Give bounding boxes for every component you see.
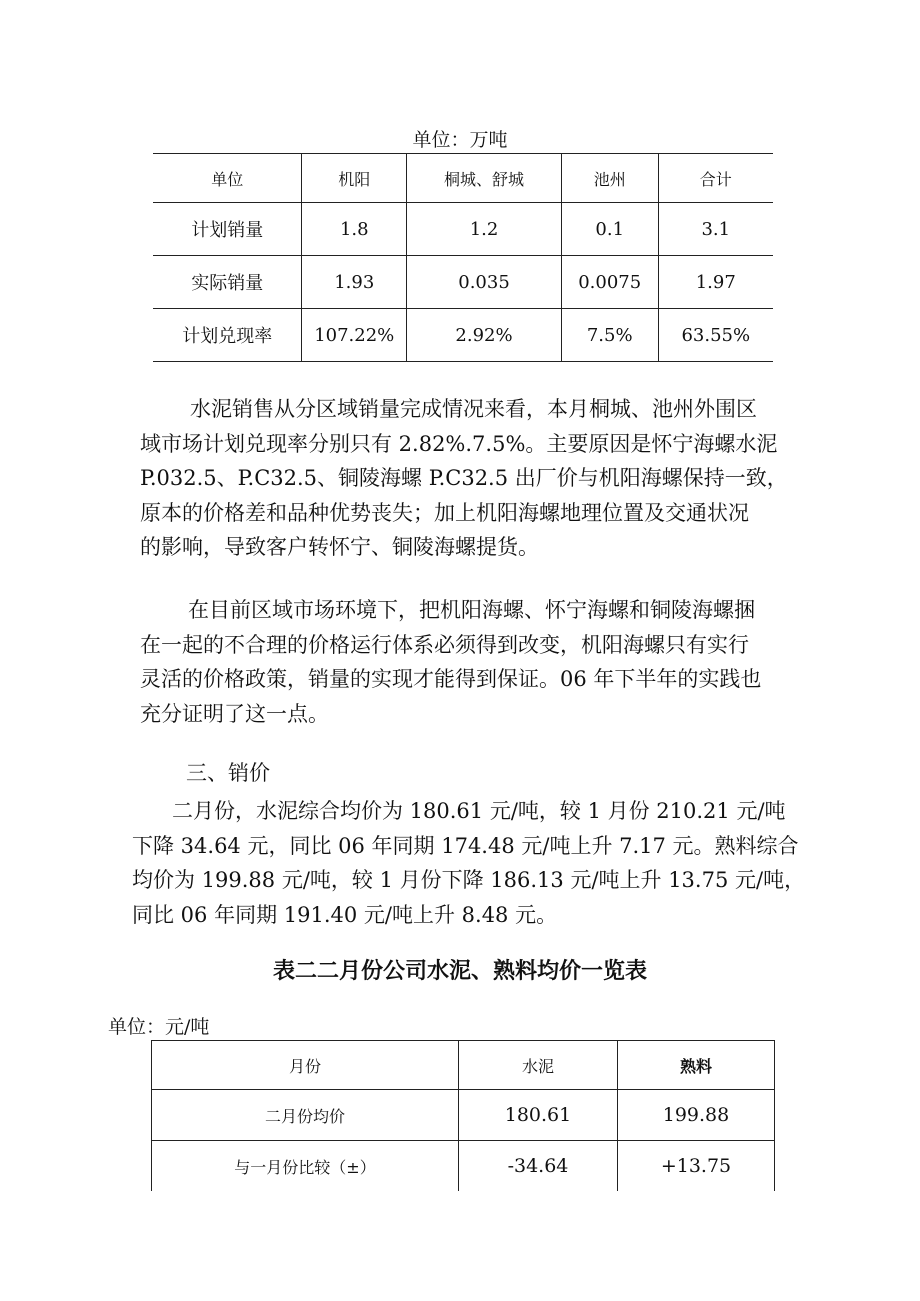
table-cell: 3.1 <box>658 203 773 256</box>
table-row <box>152 1141 775 1192</box>
text-line: 同比 06 年同期 191.40 元/吨上升 8.48 元。 <box>132 902 558 927</box>
header-cell: 机阳 <box>302 154 407 203</box>
text-line: 域市场计划兑现率分别只有 2.82%.7.5%。主要原因是怀宁海螺水泥 <box>140 431 778 456</box>
table1-unit: 单位：万吨 <box>412 129 508 151</box>
header-cell: 熟料 <box>618 1041 775 1090</box>
text-line: 二月份，水泥综合均价为 180.61 元/吨，较 1 月份 210.21 元/吨 <box>172 799 786 823</box>
row-label: 计划销量 <box>153 203 302 256</box>
table-cell: 63.55% <box>658 309 773 362</box>
table-cell: 180.61 <box>459 1090 618 1141</box>
row-label: 二月份均价 <box>152 1090 459 1141</box>
table2-unit: 单位：元/吨 <box>108 1016 210 1038</box>
section-heading: 三、销价 <box>186 761 270 785</box>
text-line: 在目前区域市场环境下，把机阳海螺、怀宁海螺和铜陵海螺捆 <box>188 598 755 622</box>
table-cell: 1.97 <box>658 256 773 309</box>
table-cell: 1.8 <box>302 203 407 256</box>
table-cell: 0.035 <box>407 256 562 309</box>
table-header-row <box>153 154 773 203</box>
table-cell: +13.75 <box>618 1141 775 1192</box>
row-label: 计划兑现率 <box>153 309 302 362</box>
table-cell: 0.0075 <box>561 256 658 309</box>
table-row <box>153 309 773 362</box>
text-line: 水泥销售从分区域销量完成情况来看，本月桐城、池州外围区 <box>190 397 757 421</box>
table-cell: 1.93 <box>302 256 407 309</box>
header-cell: 水泥 <box>459 1041 618 1090</box>
row-label: 与一月份比较（±） <box>152 1141 459 1192</box>
table-cell: 2.92% <box>407 309 562 362</box>
table-row <box>153 256 773 309</box>
table-cell: 1.2 <box>407 203 562 256</box>
text-line: 灵活的价格政策，销量的实现才能得到保证。06 年下半年的实践也 <box>140 667 762 691</box>
paragraph-price-details <box>132 794 832 932</box>
header-cell: 池州 <box>561 154 658 203</box>
table-cell: 199.88 <box>618 1090 775 1141</box>
table-cell: 0.1 <box>561 203 658 256</box>
table-cell: -34.64 <box>459 1141 618 1192</box>
table-row <box>152 1090 775 1141</box>
header-cell: 月份 <box>152 1041 459 1090</box>
text-line: 原本的价格差和品种优势丧失；加上机阳海螺地理位置及交通状况 <box>140 500 749 525</box>
table2-title: 表二二月份公司水泥、熟料均价一览表 <box>272 958 647 984</box>
header-cell: 合计 <box>658 154 773 203</box>
price-table <box>151 1040 775 1191</box>
table-cell: 7.5% <box>561 309 658 362</box>
table-row <box>153 203 773 256</box>
header-cell: 单位 <box>153 154 302 203</box>
paragraph-regional-analysis <box>140 392 820 565</box>
text-line: 的影响，导致客户转怀宁、铜陵海螺提货。 <box>140 535 539 559</box>
text-line: P.032.5、P.C32.5、铜陵海螺 P.C32.5 出厂价与机阳海螺保持一致， <box>140 466 788 490</box>
header-cell: 桐城、舒城 <box>407 154 562 203</box>
text-line: 充分证明了这一点。 <box>140 701 329 726</box>
text-line: 下降 34.64 元，同比 06 年同期 174.48 元/吨上升 7.17 元。熟料综合 <box>132 833 799 858</box>
paragraph-pricing-policy <box>140 593 820 731</box>
text-line: 均价为 199.88 元/吨，较 1 月份下降 186.13 元/吨上升 13.75 元/吨， <box>132 868 806 892</box>
table-header-row <box>152 1041 775 1090</box>
row-label: 实际销量 <box>153 256 302 309</box>
table-cell: 107.22% <box>302 309 407 362</box>
regional-sales-table <box>153 153 773 362</box>
text-line: 在一起的不合理的价格运行体系必须得到改变，机阳海螺只有实行 <box>140 632 749 657</box>
